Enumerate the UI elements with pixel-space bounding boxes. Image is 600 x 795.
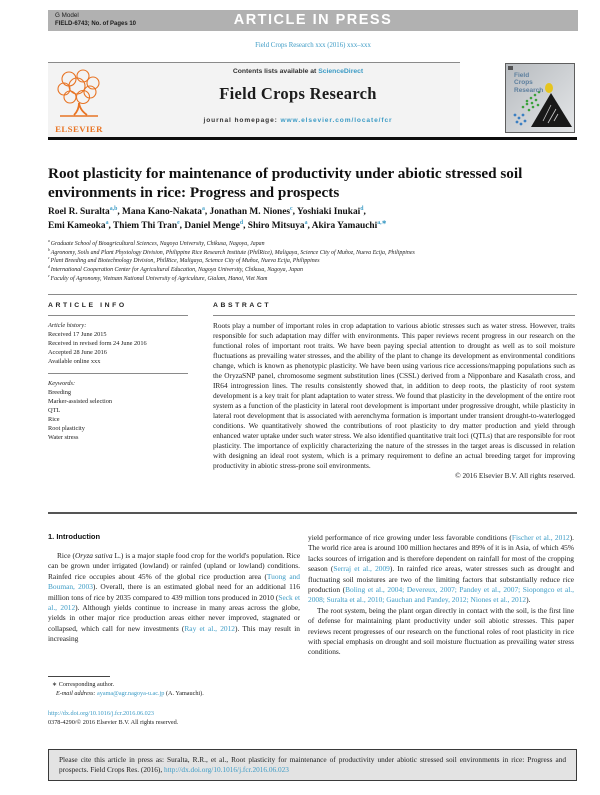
inline-link[interactable]: Boling et al., 2004; Devereux, 2007; Pandey et al., 2007; Siopongco et al., 2008; Suralta et al., 2010; Gauchan and Pandey, 2012; Niones et al., 2012 [308,585,574,605]
text-segment: ). Although yields continue to increase in many areas across the globe, yields in other major rice production areas either never improved, stagnated or collapsed, which call for new investments ( [48,603,300,633]
abstract-bottom-rule [48,512,577,514]
text-segment: Oryza sativa [74,551,113,560]
abstract-section [213,302,575,481]
text-segment: d [239,219,244,226]
abstract-heading: ABSTRACT [213,302,272,309]
text-segment: Emi Kameoka [48,220,106,231]
introduction-heading: 1. Introduction [48,532,101,541]
journal-homepage-line [106,117,490,124]
citation-box [48,749,577,781]
journal-name: Field Crops Research [219,84,377,103]
author-line-1 [48,206,568,220]
citation-text [59,755,566,775]
list-item: Marker-assisted selection [48,398,113,405]
text-segment: c [48,256,51,261]
author-line-2 [48,220,568,234]
article-info-heading: ARTICLE INFO [48,302,127,309]
journal-homepage-label: journal homepage: [203,117,281,124]
affiliation-d [48,266,572,275]
inline-link[interactable]: http://dx.doi.org/10.1016/j.fcr.2016.06.023 [164,765,289,774]
cover-title [514,72,543,94]
article-in-press-banner [48,10,578,31]
inline-link[interactable]: ayama@agr.nagoya-u.ac.jp [97,689,165,697]
text-segment: d [48,265,51,270]
inline-link[interactable]: Tuong and Bouman, 2003 [48,571,301,592]
email-line [48,690,300,699]
list-item: Accepted 28 June 2016 [48,349,107,356]
affiliations [48,240,572,284]
article-history-label: Article history: [48,322,87,329]
text-segment: b [48,247,51,252]
text-segment: e [177,219,180,226]
sciencedirect-link[interactable]: ScienceDirect [318,68,364,75]
elsevier-tree-icon [53,66,105,118]
affiliation-e [48,275,572,284]
affiliation-a [48,240,572,249]
journal-homepage-link[interactable]: www.elsevier.com/locate/fcr [280,117,393,124]
g-model-line2: FIELD-6743; No. of Pages 10 [55,21,137,27]
list-item: Rice [48,416,60,423]
text-segment: Graduate School of Bioagricultural Sciences, Nagoya University, Chikusa, Nagoya, Japan [50,241,265,247]
g-model-line1: G Model [55,12,79,19]
cover-title-line2: Crops [514,79,533,87]
text-segment: a [304,219,308,226]
text-segment: Roel R. Suralta [48,207,110,217]
text-segment: , Mana Kano-Nakata [117,207,202,217]
text-segment: International Cooperation Center for Agricultural Education, Nagoya University, Chikusa, Nagoya, Japan [50,267,303,274]
banner-title: ARTICLE IN PRESS [233,12,393,28]
list-item: Received in revised form 24 June 2016 [48,340,147,347]
text-segment: , [363,207,366,217]
journal-cover-thumbnail[interactable] [505,63,575,133]
elsevier-logo [50,66,108,134]
contents-lists-line [106,68,490,75]
text-segment: Please cite this article in press as: Suralta, R.R., et al., Root plasticity for maintenance of productivity under abiotic stressed soil environments in rice: Progress and prospects. Field Crops Res. (2016), [59,755,566,774]
doi-link[interactable]: http://dx.doi.org/10.1016/j.fcr.2016.06.023 [48,710,154,717]
text-segment: ). The world rice area is around 100 million hectares and 89% of it is in Asia, of which 45% lacks sources of irrigation and is therefore dependent on rainfall for most of the cropping season ( [308,533,574,574]
keywords-rule [48,373,188,374]
info-top-rule [48,294,577,295]
text-segment: a [201,205,205,212]
text-segment: Faculty of Agronomy, Vietnam National University of Agriculture, Gialam, Hanoi, Viet Nam [50,275,268,282]
text-segment: The root system, being the plant organ directly in contact with the soil, is the first line of defense for maintaining plant productivity under soil abiotic stresses. This paper reviews recent progresses of our research on the functional roles of root plasticity in rice with special emphasis on drought and soil moisture fluctuation as prevailing water stress conditions. [308,605,574,657]
cover-title-line1: Field [514,72,530,79]
info-heading-rule [48,315,188,316]
affiliation-b [48,247,572,261]
list-item: Breeding [48,389,72,396]
text-segment: Plant Breeding and Biotechnology Division, PhilRice, Maligaya, Science City of Muñoz, Nueva Ecija, Philippines [50,258,320,265]
inline-link[interactable]: Serraj et al., 2009 [333,564,390,574]
text-segment: a,b [109,205,118,212]
text-segment: L.) is a major staple food crop for the world's population. Rice can be grown under irrigated (lowland) or rainfed (upland or lowland) conditions. Rainfed rice occupies about 45% of the global rice production area ( [48,551,300,581]
footnote-block [48,676,300,698]
text-segment: Agronomy, Soils and Plant Physiology Division, Philippine Rice Research Institute (PhilRice), Maligaya, Science City of Muñoz, Nueva Ecija, Philippines [50,249,415,256]
text-segment: c [290,205,293,212]
article-history-list [48,330,188,366]
text-segment: , Akira Yamauchi [307,220,378,231]
text-segment: a [105,219,109,226]
text-segment: , Yoshiaki Inukai [292,207,361,217]
text-segment: ). This may result in increasing [48,623,300,644]
list-item: QTL [48,407,61,414]
inline-link[interactable]: Ray et al., 2012 [184,623,235,633]
footnote-rule [48,676,110,677]
intro-paragraph-2 [308,533,574,606]
list-item: Water stress [48,434,79,441]
journal-reference-line: Field Crops Research xxx (2016) xxx–xxx [255,42,371,49]
doi-block [48,710,308,728]
abstract-heading-rule [213,315,575,316]
text-segment: , Jonathan M. Niones [204,207,291,217]
g-model-label [55,12,136,28]
text-segment: E-mail address: [56,689,98,697]
contents-lists-label: Contents lists available at [232,68,319,75]
text-segment: e [48,273,51,278]
corresponding-author-note: ∗ Corresponding author. [52,681,115,688]
text-segment: , Thiem Thi Tran [108,220,178,231]
text-segment: a [48,239,51,244]
abstract-text: Roots play a number of important roles in crop adaptation to various abiotic stresses such as water stress. However, traits responsible for such adaptation may differ with environments. This paper reviews recent progress in our research on the functional roles of important root traits. We have been paying special attention to drought as well as to soil moisture fluctuations as prevailing water stresses, and the ability of the plant to change its development as environmental conditions change, which is known as phenotypic plasticity. We have been using various rice accessions/mapping populations such as the OryzaSNP panel, chromosome segment substitution lines (CSSL) derived from a Nipponbare and Kasalath cross, and IR64 introgression lines. The results consistently showed that, in addition to deep roots, the plasticity of root system development is a key trait for plant adaptation to water stress. We found that plasticity in the development of the entire root system as a function of the plasticity in lateral root development is important under progressive drought, while plasticity in lateral root development that is associated with aerenchyma formation is important under transient drought-to-waterlogged conditions. We quantitatively showed the contributions of root plasticity to dry matter production and yield through enhanced water uptake under such water stress. We also identified quantitative trait loci (QTLs) that are responsible for root plasticity. The importance of explicitly characterizing the nature of the stresses in the target areas is discussed in relation with designing an ideal root system, which is a primary requirement to define an actual breeding target for improving productivity in abiotic stress-prone soil environments. [213,321,575,470]
elsevier-wordmark: ELSEVIER [55,124,103,134]
intro-paragraph-3 [308,606,574,658]
text-segment: , Shiro Mitsuya [243,220,305,231]
text-segment: ). Overall, there is an estimated global need for an additional 116 million tons of rice by 2035 compared to 439 million tons produced in 2010 ( [48,582,300,602]
text-segment: Rice ( [57,551,75,560]
text-segment: yield performance of rice growing under less favorable conditions ( [308,533,512,542]
text-segment: d [360,205,364,212]
author-list [48,206,568,233]
keywords-label: Keywords: [48,380,76,387]
issn-line: 0378-4290/© 2016 Elsevier B.V. All rights reserved. [48,718,179,726]
list-item: Root plasticity [48,425,85,432]
affiliation-c [48,257,572,266]
copyright-line: © 2016 Elsevier B.V. All rights reserved. [455,471,575,480]
inline-link[interactable]: Seck et al., 2012 [48,592,300,613]
intro-right-column [308,533,574,658]
article-info-section [48,302,188,442]
text-segment: a,∗ [377,219,387,226]
text-segment: (A. Yamauchi). [164,689,204,697]
cover-title-line3: Research [514,86,544,94]
text-segment: ). In rainfed rice areas, water stresses such as drought and fluctuating soil moistures are two of the limiting factors that substantially reduce rice production ( [308,564,575,595]
article-title: Root plasticity for maintenance of productivity under abiotic stressed soil environments in rice: Progress and prospects [48,165,523,201]
keywords-list [48,388,188,442]
inline-link[interactable]: Fischer et al., 2012 [511,533,570,542]
text-segment: , Daniel Menge [179,220,240,231]
intro-paragraph-1 [48,551,300,645]
masthead-bottom-rule [48,137,577,140]
list-item: Received 17 June 2015 [48,331,107,338]
intro-left-column [48,532,300,645]
list-item: Available online xxx [48,358,101,365]
masthead-center [106,68,490,124]
text-segment: ). [526,595,531,605]
